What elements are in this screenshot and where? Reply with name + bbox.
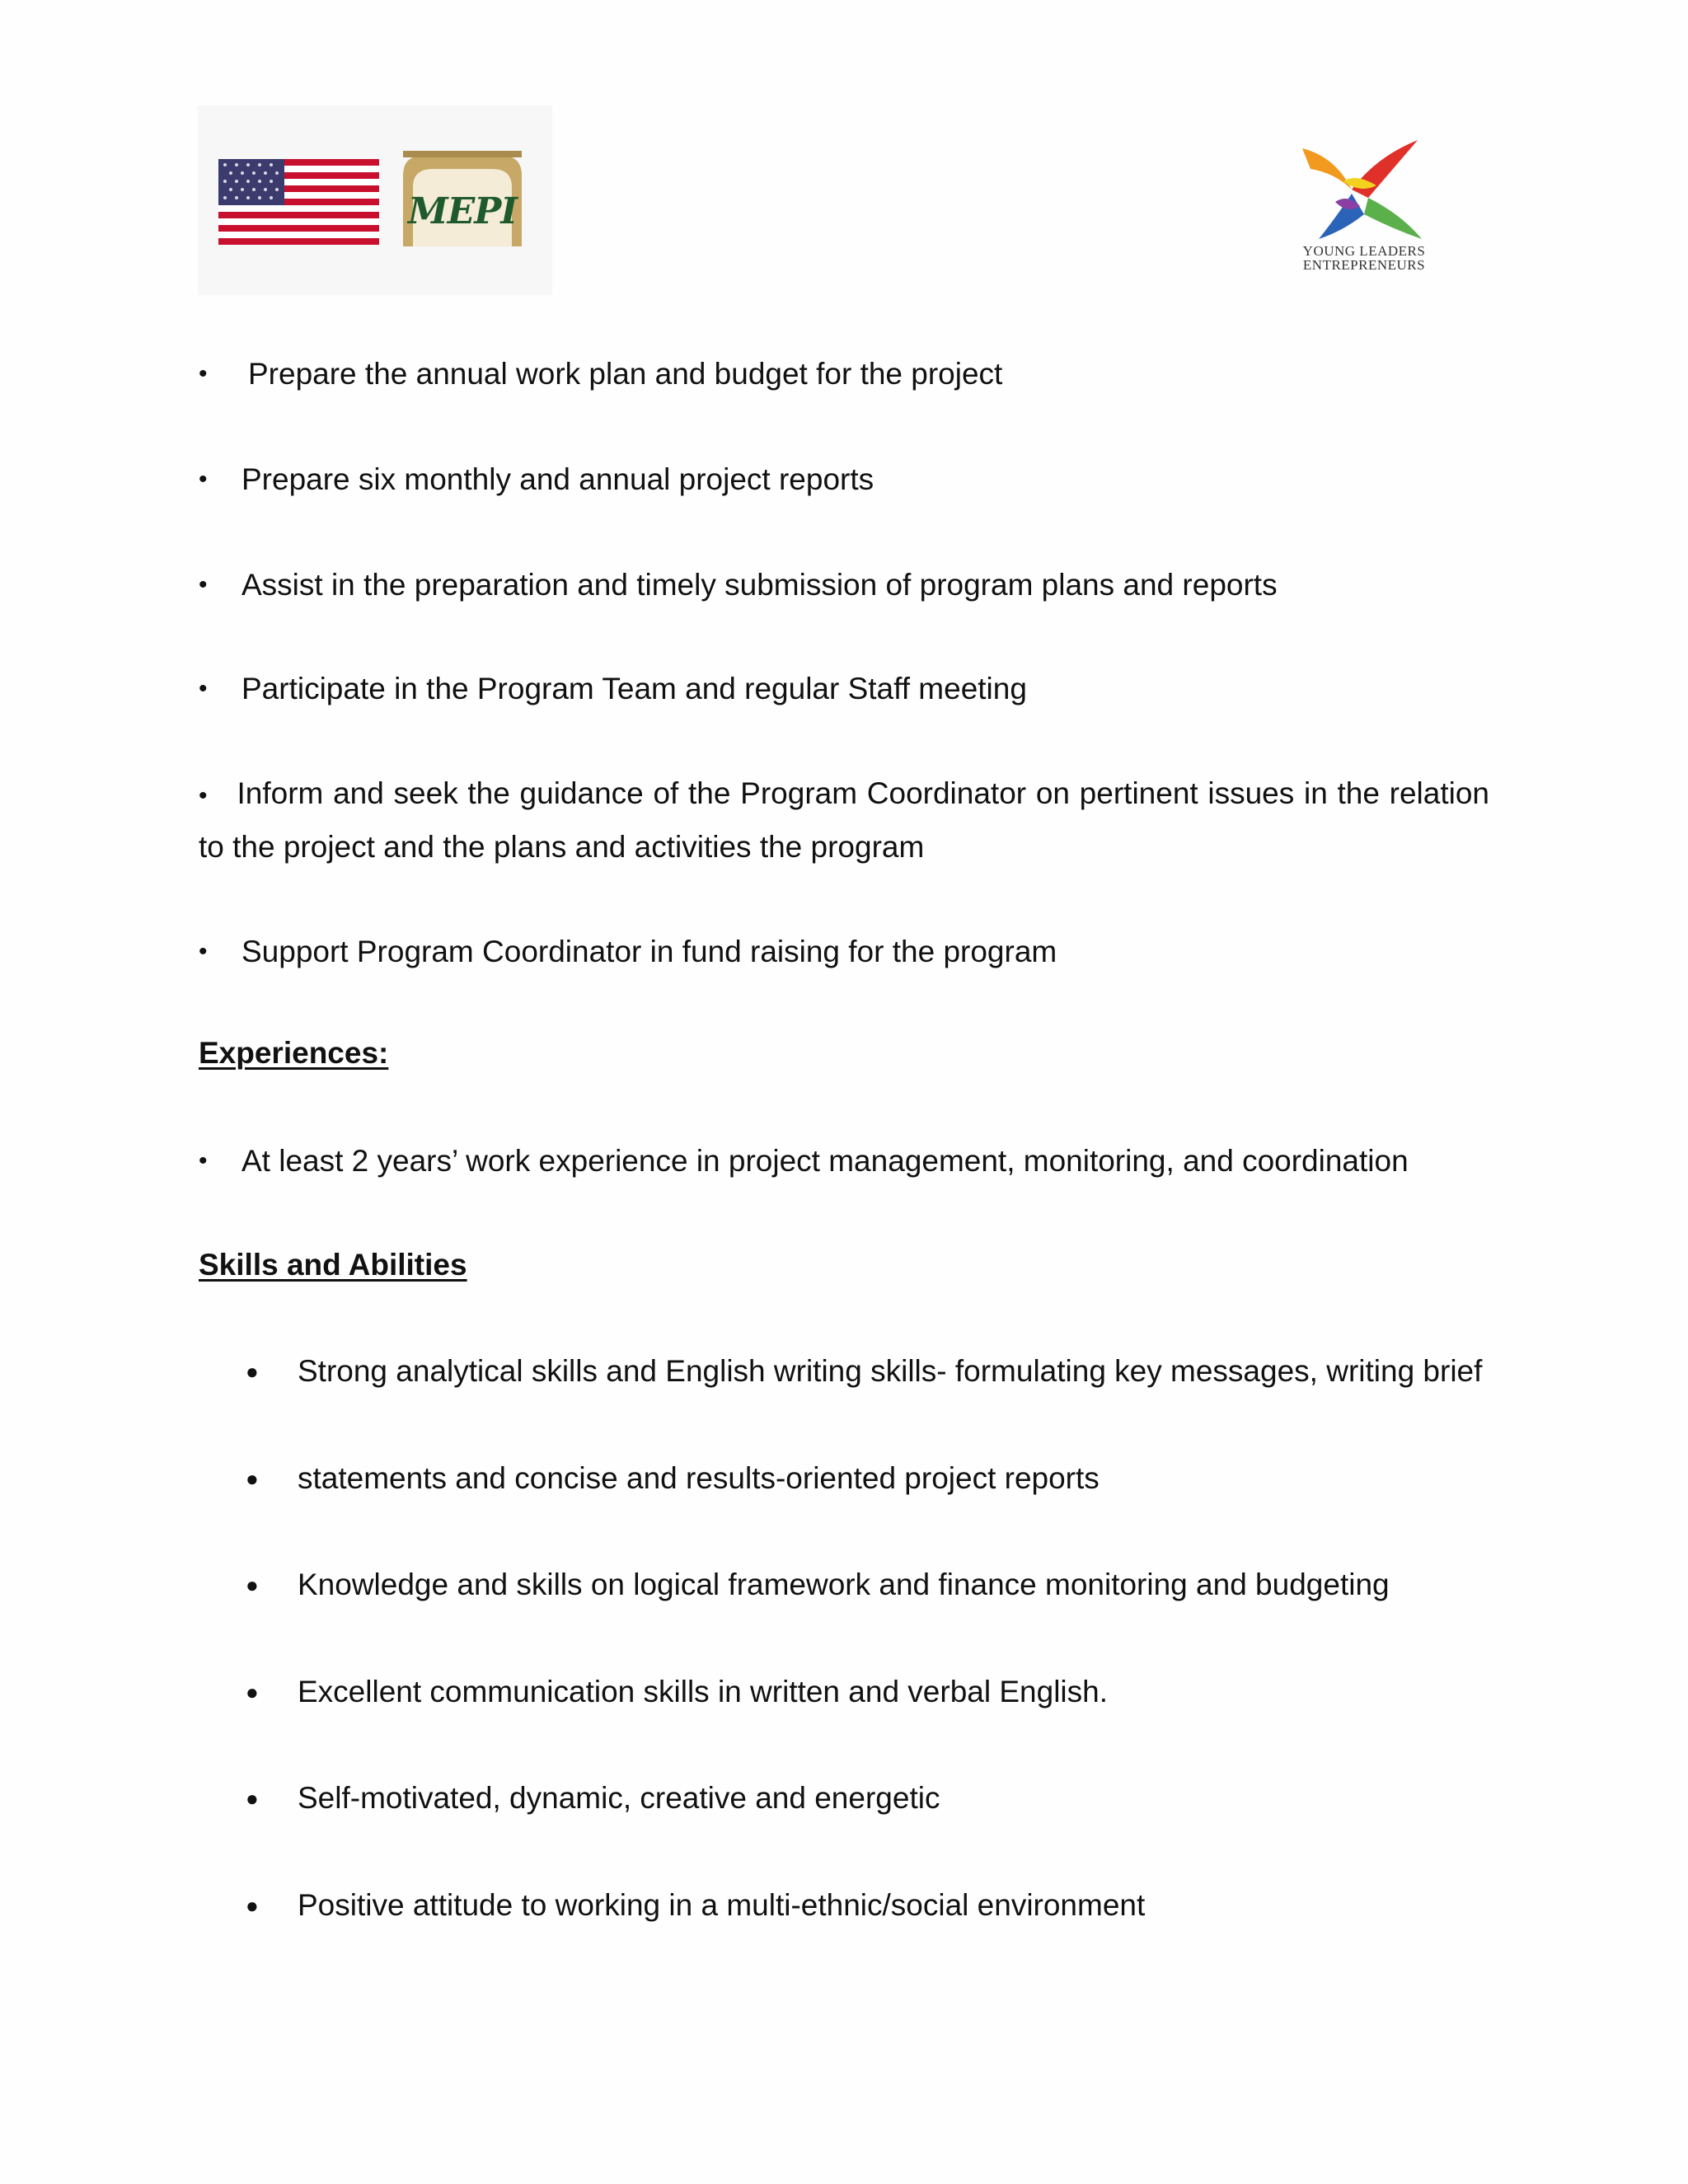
logo-caption-line1: YOUNG LEADERS [1302,243,1426,259]
bullet-icon: ● [246,1572,259,1597]
list-item: Knowledge and skills on logical framework and finance monitoring and budgeting [298,1568,1390,1601]
list-item-line2: to the project and the plans and activities the program [199,830,925,864]
skills-heading: Skills and Abilities [199,1248,467,1282]
list-item-multiline [199,768,1489,873]
list-item: Excellent communication skills in written and verbal English. [298,1675,1108,1708]
list-item: Assist in the preparation and timely submission of program plans and reports [241,568,1278,602]
bullet-icon: • [199,675,208,702]
list-item-text: Inform and seek the guidance of the Program Coordinator on pertinent issues in the relation [237,776,1489,810]
bullet-icon: • [199,782,208,809]
young-leaders-entrepreneurs-logo [1286,124,1442,280]
list-item: Prepare six monthly and annual project reports [241,462,874,496]
young-leaders-entrepreneurs-logo-icon [1286,124,1442,247]
experiences-heading: Experiences: [199,1036,389,1070]
list-item: At least 2 years’ work experience in project management, monitoring, and coordination [241,1144,1409,1178]
list-item: Strong analytical skills and English writing skills- formulating key messages, writing brief [298,1354,1483,1388]
bullet-icon: ● [246,1786,259,1811]
bullet-icon: ● [246,1359,259,1384]
logo-caption-line2: ENTREPRENEURS [1302,257,1426,273]
bullet-icon: • [199,1147,208,1174]
list-item: statements and concise and results-oriented project reports [298,1461,1100,1495]
list-item: Support Program Coordinator in fund raising for the program [241,935,1057,968]
list-item: Positive attitude to working in a multi-ethnic/social environment [298,1888,1146,1922]
bullet-icon: ● [246,1893,259,1918]
list-item-line1 [199,768,1489,822]
logo-caption [1286,244,1442,272]
bullet-icon: ● [246,1466,259,1491]
list-item: Participate in the Program Team and regular Staff meeting [241,672,1027,705]
sponsor-logos [198,105,552,295]
bullet-icon: ● [246,1680,259,1704]
mepi-logo [400,151,525,246]
bullet-icon: • [199,466,208,493]
bullet-icon: • [199,360,208,387]
list-item: Prepare the annual work plan and budget for the project [248,357,1003,391]
us-flag-icon [218,159,379,245]
mepi-label: MEPI [408,190,517,232]
bullet-icon: • [199,571,208,598]
list-item: Self-motivated, dynamic, creative and energetic [298,1781,940,1815]
bullet-icon: • [199,938,208,965]
